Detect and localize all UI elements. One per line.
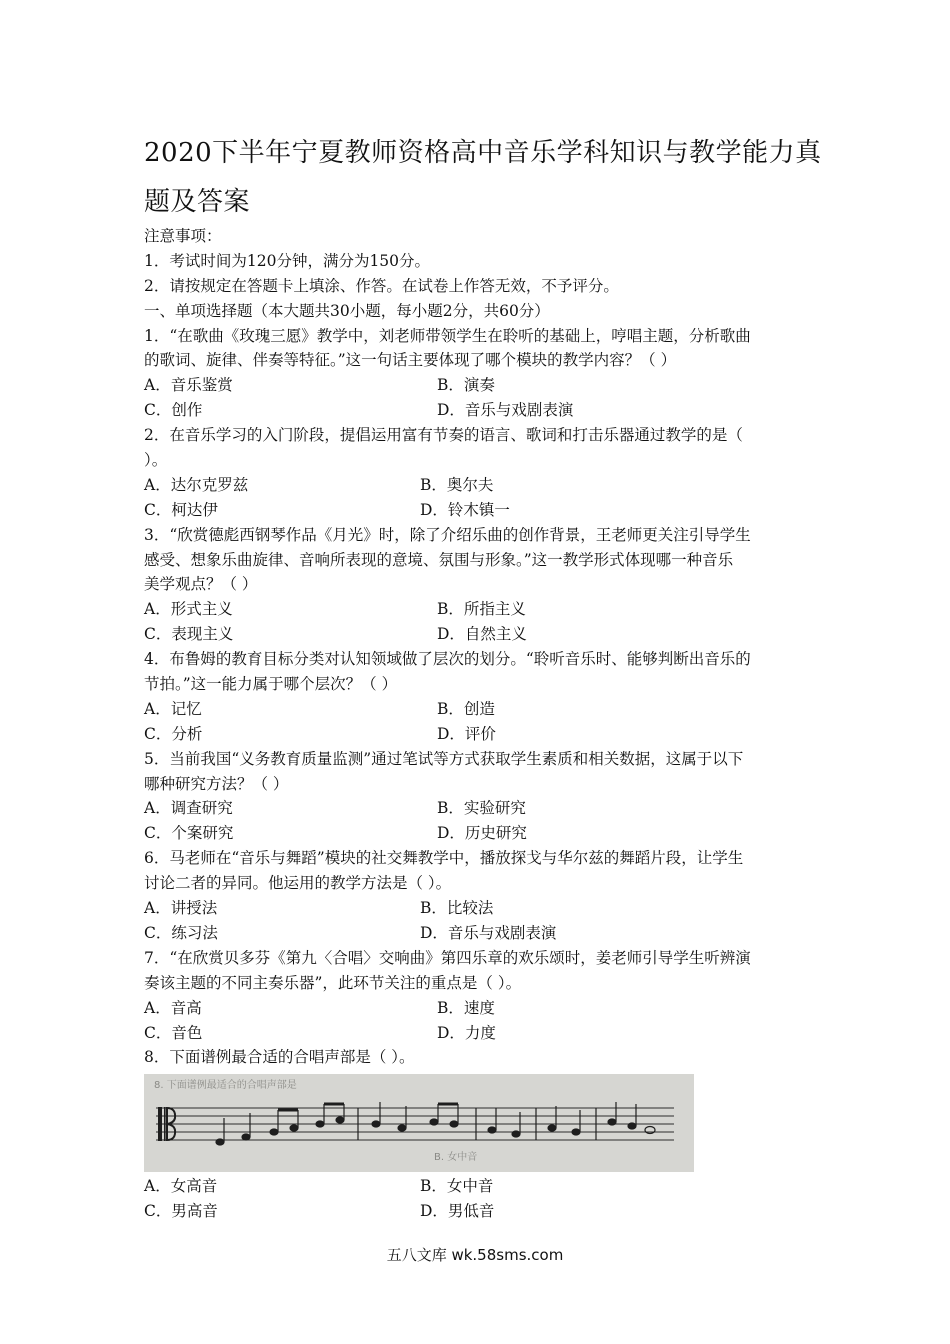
option-b: B．比较法 [420, 899, 494, 918]
option-d: D．男低音 [420, 1202, 495, 1221]
score-caption-bottom: B. 女中音 [434, 1152, 478, 1164]
option-a: A．音高 [144, 998, 202, 1017]
question-text: 3．“欣赏德彪西钢琴作品《月光》时，除了介绍乐曲的创作背景，王老师更关注引导学生 [144, 525, 751, 544]
option-b: B．演奏 [437, 376, 495, 395]
question-text: 8．下面谱例最合适的合唱声部是（ ）。 [144, 1048, 415, 1067]
question-text: 奏该主题的不同主奏乐器”，此环节关注的重点是（ ）。 [144, 973, 522, 992]
option-d: D．音乐与戏剧表演 [437, 401, 574, 420]
question-1 [144, 324, 814, 424]
question-text: 2．在音乐学习的入门阶段，提倡运用富有节奏的语言、歌词和打击乐器通过教学的是（ [144, 426, 743, 445]
option-a: A．记忆 [144, 699, 202, 718]
option-d: D．音乐与戏剧表演 [420, 923, 557, 942]
option-b: B．速度 [437, 998, 495, 1017]
notes-item: 2．请按规定在答题卡上填涂、作答。在试卷上作答无效，不予评分。 [144, 276, 619, 295]
section-heading: 一、单项选择题（本大题共30小题，每小题2分，共60分） [144, 301, 550, 320]
notes-item: 1．考试时间为120分钟，满分为150分。 [144, 251, 431, 270]
option-a: A．女高音 [144, 1177, 218, 1196]
option-c: C．音色 [144, 1023, 203, 1042]
question-text: 1．“在歌曲《玫瑰三愿》教学中，刘老师带领学生在聆听的基础上，哼唱主题，分析歌曲 [144, 326, 751, 345]
option-d: D．历史研究 [437, 824, 527, 843]
option-c: C．分析 [144, 724, 203, 743]
question-text: 感受、想象乐曲旋律、音响所表现的意境、氛围与形象。”这一教学形式体现哪一种音乐 [144, 550, 734, 569]
option-a: A．调查研究 [144, 799, 233, 818]
question-8 [144, 1045, 814, 1224]
question-text: 哪种研究方法？（ ） [144, 774, 289, 793]
option-b: B．实验研究 [437, 799, 526, 818]
option-a: A．音乐鉴赏 [144, 376, 233, 395]
document-title-line-1: 2020下半年宁夏教师资格高中音乐学科知识与教学能力真 [144, 138, 822, 168]
question-text: 4．布鲁姆的教育目标分类对认知领域做了层次的划分。“聆听音乐时、能够判断出音乐的 [144, 650, 751, 669]
option-b: B．所指主义 [437, 600, 526, 619]
option-b: B．创造 [437, 699, 495, 718]
option-c: C．表现主义 [144, 625, 234, 644]
option-a: A．形式主义 [144, 600, 233, 619]
document-title-line-2: 题及答案 [144, 187, 251, 217]
music-score-image [144, 1074, 694, 1172]
question-text: ）。 [144, 451, 168, 470]
question-3 [144, 523, 814, 647]
question-4 [144, 647, 814, 747]
option-c: C．柯达伊 [144, 500, 218, 519]
question-text: 7．“在欣赏贝多芬《第九〈合唱〉交响曲》第四乐章的欢乐颂时，姜老师引导学生听辨演 [144, 948, 751, 967]
question-text: 6．马老师在“音乐与舞蹈”模块的社交舞教学中，播放探戈与华尔兹的舞蹈片段，让学生 [144, 849, 744, 868]
option-b: B．女中音 [420, 1177, 494, 1196]
question-text: 的歌词、旋律、伴奏等特征。”这一句话主要体现了哪个模块的教学内容？（ ） [144, 351, 677, 370]
option-d: D．铃木镇一 [420, 500, 510, 519]
option-b: B．奥尔夫 [420, 475, 494, 494]
option-a: A．达尔克罗兹 [144, 475, 249, 494]
option-d: D．力度 [437, 1023, 496, 1042]
question-5 [144, 747, 814, 847]
question-text: 节拍。”这一能力属于哪个层次？（ ） [144, 675, 398, 694]
question-text: 讨论二者的异同。他运用的教学方法是（ ）。 [144, 874, 452, 893]
music-staff [144, 1074, 694, 1172]
question-7 [144, 946, 814, 1046]
option-d: D．评价 [437, 724, 496, 743]
question-text: 美学观点？（ ） [144, 575, 258, 594]
question-2 [144, 423, 814, 523]
option-c: C．个案研究 [144, 824, 234, 843]
score-caption-top: 8. 下面谱例最适合的合唱声部是 [154, 1080, 297, 1092]
option-c: C．创作 [144, 401, 203, 420]
notes-heading: 注意事项： [144, 227, 222, 245]
option-c: C．练习法 [144, 923, 218, 942]
question-6 [144, 846, 814, 946]
option-c: C．男高音 [144, 1202, 218, 1221]
option-a: A．讲授法 [144, 899, 218, 918]
question-text: 5．当前我国“义务教育质量监测”通过笔试等方式获取学生素质和相关数据，这属于以下 [144, 749, 744, 768]
option-d: D．自然主义 [437, 625, 527, 644]
document-body [144, 224, 814, 1224]
page-footer-watermark: 五八文库 wk.58sms.com [386, 1246, 564, 1264]
